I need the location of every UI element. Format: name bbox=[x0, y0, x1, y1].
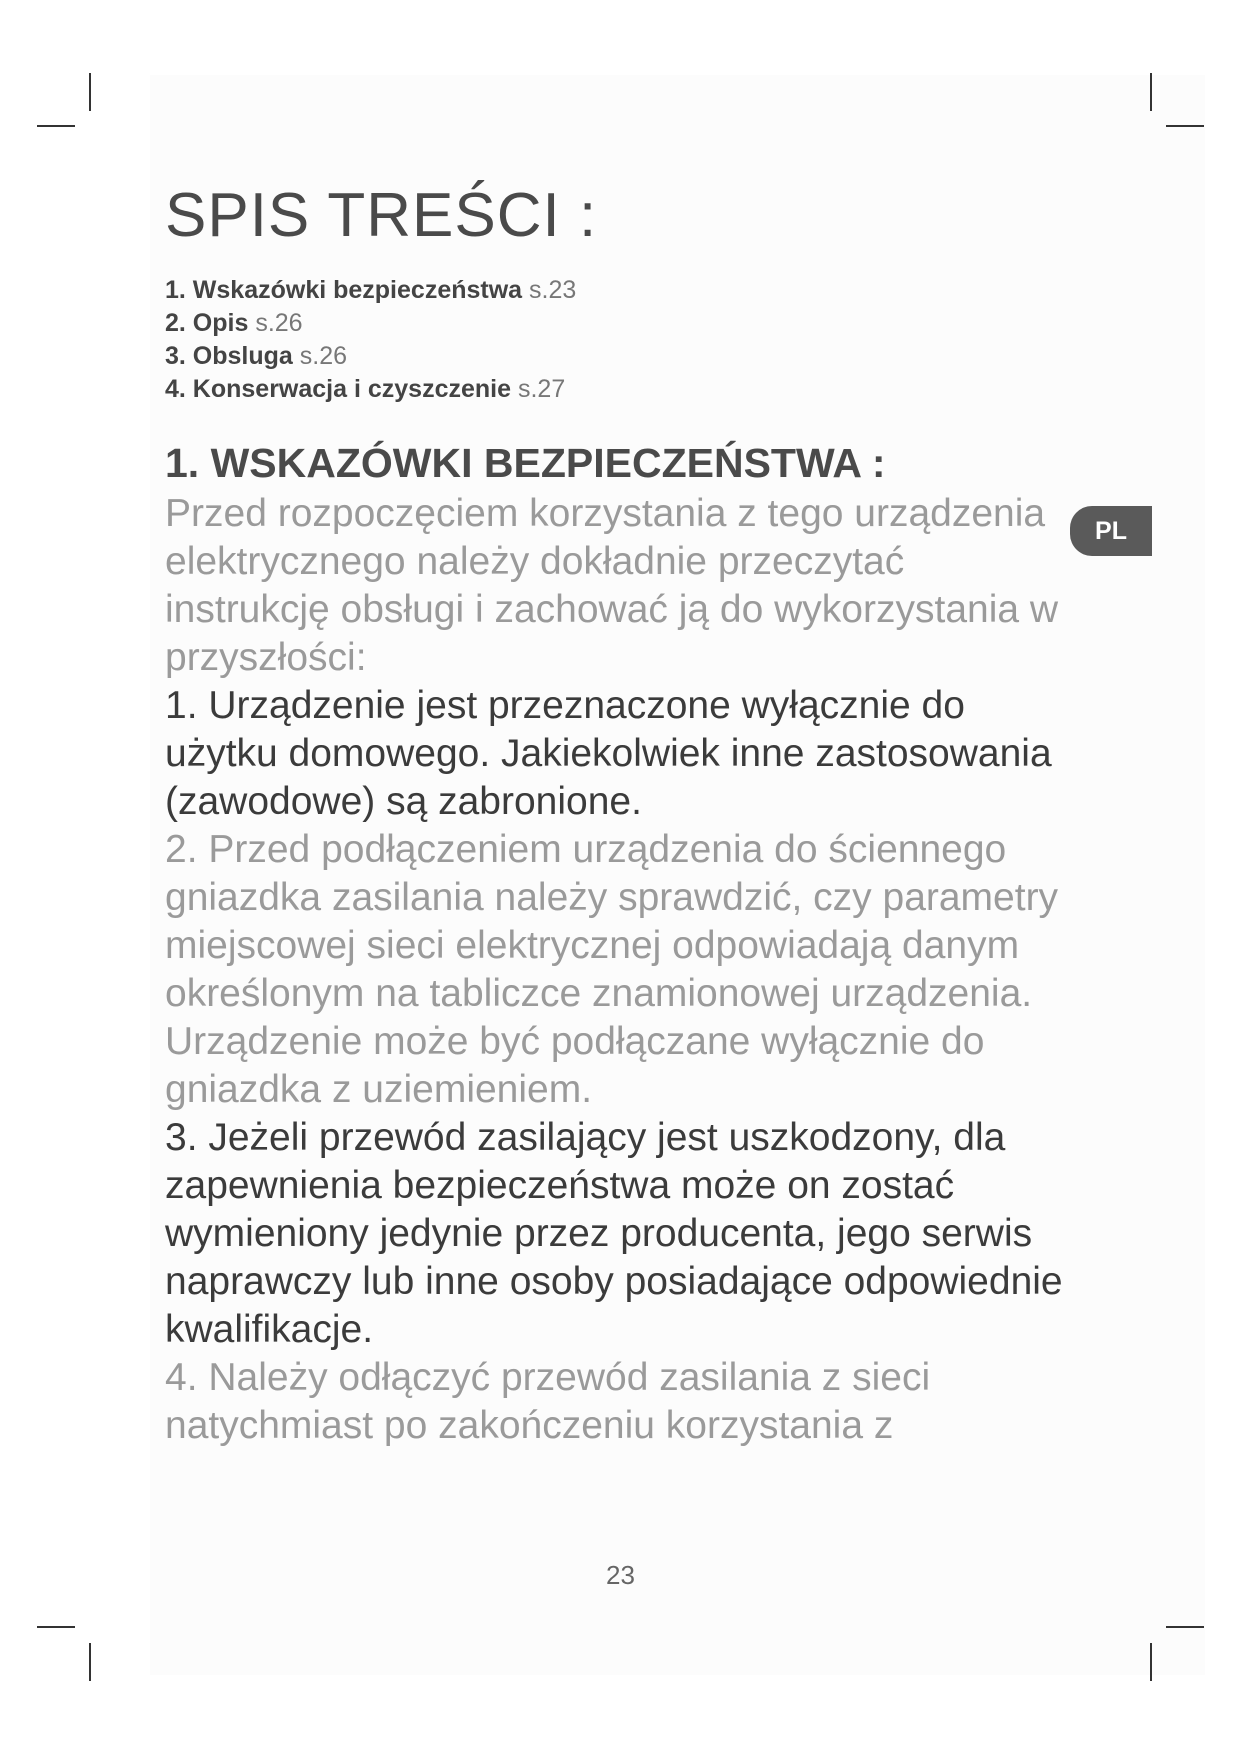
safety-item-3: 3. Jeżeli przewód zasilający jest uszkodzony, dla zapewnienia bezpieczeństwa może on zostać wymieniony jedynie przez producenta, jego serwis naprawczy lub inne osoby posiadające odpowiednie kwalifikacje. bbox=[165, 1116, 1063, 1351]
language-badge: PL bbox=[1070, 506, 1152, 556]
toc-item-label: 4. Konserwacja i czyszczenie bbox=[165, 375, 512, 403]
toc-item bbox=[165, 274, 1065, 307]
toc-item-label: 3. Obsluga bbox=[165, 342, 293, 370]
crop-mark-bottom-left-horizontal bbox=[37, 1626, 75, 1628]
crop-mark-top-right-vertical bbox=[1150, 73, 1152, 111]
toc-item bbox=[165, 373, 1065, 406]
toc-item-page: s.27 bbox=[517, 375, 566, 403]
safety-item-1: 1. Urządzenie jest przeznaczone wyłącznie do użytku domowego. Jakiekolwiek inne zastosowania (zawodowe) są zabronione. bbox=[165, 684, 1052, 823]
crop-mark-bottom-right-horizontal bbox=[1166, 1626, 1204, 1628]
crop-mark-top-left-vertical bbox=[89, 73, 91, 111]
safety-item-4: 4. Należy odłączyć przewód zasilania z sieci natychmiast po zakończeniu korzystania z bbox=[165, 1356, 931, 1447]
toc-title: SPIS TREŚCI : bbox=[165, 181, 598, 250]
page-content bbox=[165, 180, 1065, 1450]
toc-item bbox=[165, 340, 1065, 373]
crop-mark-bottom-left-vertical bbox=[89, 1643, 91, 1681]
crop-mark-bottom-right-vertical bbox=[1150, 1643, 1152, 1681]
intro-paragraph: Przed rozpoczęciem korzystania z tego urządzenia elektrycznego należy dokładnie przeczytać instrukcję obsługi i zachować ją do wykorzystania w przyszłości: bbox=[165, 492, 1059, 679]
toc-item-page: s.26 bbox=[299, 342, 348, 370]
section-heading: 1. WSKAZÓWKI BEZPIECZEŃSTWA : bbox=[165, 440, 886, 486]
page-number: 23 bbox=[606, 1560, 635, 1590]
toc-item-label: 1. Wskazówki bezpieczeństwa bbox=[165, 276, 523, 304]
toc-item-label: 2. Opis bbox=[165, 309, 249, 337]
toc-item bbox=[165, 307, 1065, 340]
crop-mark-top-right-horizontal bbox=[1166, 125, 1204, 127]
toc-item-page: s.23 bbox=[529, 276, 577, 304]
safety-item-2: 2. Przed podłączeniem urządzenia do ściennego gniazdka zasilania należy sprawdzić, czy parametry miejscowej sieci elektrycznej odpowiadają danym określonym na tabliczce znamionowej urządzenia. Urządzenie może być podłączane wyłącznie do gniazdka z uziemieniem. bbox=[165, 828, 1059, 1111]
toc-item-page: s.26 bbox=[255, 309, 303, 337]
crop-mark-top-left-horizontal bbox=[37, 125, 75, 127]
toc-list bbox=[165, 274, 1065, 406]
